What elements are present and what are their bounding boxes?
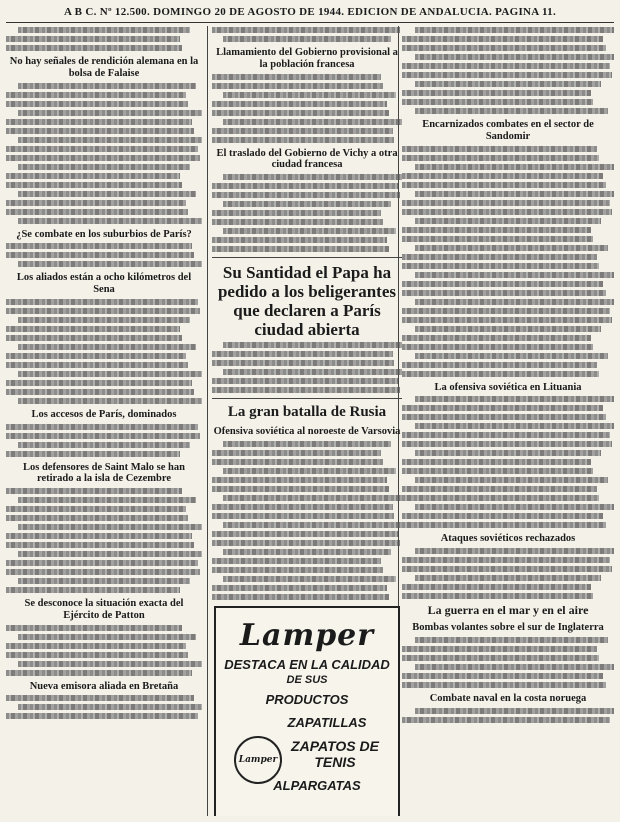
column-2: [212, 26, 402, 816]
article-text: [402, 441, 612, 447]
article-text: [212, 83, 383, 89]
ad-brand: Lamper: [239, 617, 375, 653]
article-text: [6, 155, 200, 161]
article-text: [212, 27, 400, 33]
article-text: [6, 515, 188, 521]
article-text: [6, 45, 182, 51]
ad-seal: Lamper: [234, 736, 282, 784]
headline: Nueva emisora aliada en Bretaña: [29, 680, 179, 692]
article-text: [6, 182, 182, 188]
headline: Llamamiento del Gobierno provisional a la población francesa: [216, 47, 398, 70]
article-text: [18, 110, 202, 116]
article-text: [212, 504, 393, 510]
article-text: [6, 252, 194, 258]
article-text: [212, 192, 400, 198]
article-text: [402, 593, 593, 599]
article-text: [18, 578, 190, 584]
article-text: [6, 451, 180, 457]
headline: ¿Se combate en los suburbios de París?: [16, 228, 192, 240]
article-text: [415, 164, 614, 170]
article-text: [6, 695, 194, 701]
article-text: [415, 664, 614, 670]
article-text: [402, 290, 606, 296]
article-text: [6, 299, 198, 305]
article-text: [18, 191, 196, 197]
article-text: [18, 371, 202, 377]
article-text: [402, 682, 606, 688]
article-text: [415, 504, 614, 510]
article-text: [402, 459, 591, 465]
article-text: [18, 704, 202, 710]
article-text: [402, 281, 603, 287]
article-text: [6, 560, 198, 566]
article-text: [6, 506, 186, 512]
article-text: [402, 432, 610, 438]
article-text: [402, 584, 591, 590]
article-text: [402, 513, 603, 519]
section-rule: [212, 257, 402, 258]
page-masthead: A B C. Nº 12.500. DOMINGO 20 DE AGOSTO DE 1944. EDICION DE ANDALUCIA. PAGINA 11.: [6, 4, 614, 23]
headline: La ofensiva soviética en Lituania: [434, 381, 582, 393]
article-text: [212, 246, 389, 252]
article-text: [212, 486, 389, 492]
article-text: [18, 634, 196, 640]
ad-text: DESTACA EN LA CALIDAD: [224, 656, 390, 672]
article-text: [402, 468, 593, 474]
article-text: [6, 128, 194, 134]
article-text: [223, 369, 402, 375]
article-text: [223, 119, 402, 125]
headline: Encarnizados combates en el sector de Sandomir: [422, 119, 594, 142]
article-text: [212, 387, 400, 393]
article-text: [223, 342, 402, 348]
article-text: [6, 92, 186, 98]
article-text: [402, 646, 597, 652]
article-text: [6, 643, 186, 649]
headline-main: Su Santidad el Papa ha pedido a los beligerantes que declaren a París ciudad abierta: [217, 263, 397, 340]
advertisement: [214, 606, 400, 816]
article-text: [402, 200, 610, 206]
article-text: [18, 83, 196, 89]
article-text: [402, 45, 606, 51]
article-text: [212, 101, 387, 107]
article-text: [18, 398, 202, 404]
ad-product: ZAPATILLAS: [287, 714, 367, 730]
article-text: [402, 362, 597, 368]
headline: Ofensiva soviética al noroeste de Varsovia: [213, 425, 401, 437]
article-text: [402, 371, 599, 377]
article-text: [223, 522, 402, 528]
article-text: [402, 717, 610, 723]
article-text: [415, 326, 602, 332]
headline: El traslado del Gobierno de Vichy a otra ciudad francesa: [216, 147, 398, 171]
article-text: [18, 164, 190, 170]
article-text: [415, 299, 614, 305]
article-text: [6, 424, 198, 430]
article-text: [18, 661, 202, 667]
article-text: [6, 488, 182, 494]
article-text: [415, 708, 614, 714]
article-text: [6, 146, 198, 152]
article-text: [6, 713, 198, 719]
ad-product: ZAPATOS DE TENIS: [291, 737, 379, 770]
article-text: [223, 468, 396, 474]
article-text: [223, 576, 396, 582]
article-text: [402, 566, 612, 572]
article-text: [402, 236, 593, 242]
article-text: [415, 423, 614, 429]
headline: No hay señales de rendición alemana en la bolsa de Falaise: [9, 56, 199, 79]
headline: Los aliados están a ocho kilómetros del Sena: [16, 272, 192, 295]
article-text: [223, 441, 390, 447]
column-3: [402, 26, 614, 816]
article-text: [212, 594, 389, 600]
article-text: [6, 200, 186, 206]
article-text: [6, 569, 200, 575]
article-text: [402, 182, 606, 188]
article-text: [415, 54, 614, 60]
article-text: [212, 513, 394, 519]
article-text: [402, 557, 610, 563]
article-text: [18, 344, 196, 350]
article-text: [402, 173, 603, 179]
article-text: [212, 110, 389, 116]
article-text: [18, 497, 196, 503]
article-text: [402, 344, 593, 350]
article-text: [6, 587, 180, 593]
article-text: [212, 360, 394, 366]
article-text: [6, 119, 192, 125]
article-text: [415, 272, 614, 278]
article-text: [415, 218, 602, 224]
article-text: [18, 317, 190, 323]
article-text: [402, 335, 591, 341]
article-text: [402, 522, 606, 528]
article-text: [6, 335, 182, 341]
headline: Ataques soviéticos rechazados: [440, 533, 576, 545]
article-text: [415, 245, 608, 251]
article-text: [402, 263, 599, 269]
article-text: [402, 146, 597, 152]
article-text: [212, 137, 394, 143]
article-text: [6, 533, 192, 539]
article-text: [6, 670, 192, 676]
article-text: [6, 173, 180, 179]
article-text: [402, 495, 599, 501]
article-text: [402, 486, 597, 492]
headline-section: La gran batalla de Rusia: [227, 404, 387, 421]
article-text: [415, 637, 608, 643]
article-text: [415, 191, 614, 197]
article-text: [415, 353, 608, 359]
headline-section: La guerra en el mar y en el aire: [427, 603, 589, 617]
article-text: [415, 548, 614, 554]
article-text: [212, 237, 387, 243]
article-text: [223, 228, 396, 234]
article-text: [18, 551, 202, 557]
ad-text: DE SUS: [286, 673, 328, 686]
article-text: [18, 137, 202, 143]
article-text: [402, 655, 599, 661]
headline: Los defensores de Saint Malo se han retirado a la isla de Cezembre: [23, 461, 185, 485]
article-text: [18, 524, 202, 530]
article-text: [6, 389, 194, 395]
headline: Bombas volantes sobre el sur de Inglaterra: [412, 622, 604, 634]
article-text: [6, 308, 200, 314]
article-text: [415, 575, 602, 581]
article-text: [6, 326, 180, 332]
headline: Se desconoce la situación exacta del Ejército de Patton: [24, 598, 184, 621]
article-text: [223, 201, 390, 207]
article-text: [223, 174, 402, 180]
article-text: [402, 317, 612, 323]
article-text: [6, 353, 186, 359]
column-rule: [207, 26, 208, 816]
article-text: [212, 531, 398, 537]
article-text: [402, 209, 612, 215]
article-text: [18, 442, 190, 448]
article-text: [402, 414, 606, 420]
article-text: [402, 99, 593, 105]
article-text: [6, 36, 180, 42]
article-text: [402, 673, 603, 679]
article-text: [402, 90, 591, 96]
article-text: [212, 351, 393, 357]
article-text: [223, 495, 402, 501]
article-text: [212, 450, 381, 456]
article-text: [223, 92, 396, 98]
ad-text: PRODUCTOS: [265, 691, 349, 707]
article-text: [6, 101, 188, 107]
article-text: [415, 81, 602, 87]
headline: Los accesos de París, dominados: [31, 408, 177, 420]
article-text: [223, 36, 390, 42]
article-text: [6, 243, 192, 249]
article-text: [415, 108, 608, 114]
article-text: [18, 261, 202, 267]
article-text: [212, 219, 383, 225]
article-text: [6, 433, 200, 439]
article-text: [415, 396, 614, 402]
article-text: [6, 625, 182, 631]
article-text: [212, 540, 400, 546]
article-text: [18, 218, 202, 224]
article-text: [6, 362, 188, 368]
article-text: [6, 542, 194, 548]
article-text: [402, 254, 597, 260]
article-text: [212, 567, 383, 573]
article-text: [402, 72, 612, 78]
article-text: [212, 210, 381, 216]
article-text: [6, 209, 188, 215]
article-text: [6, 380, 192, 386]
article-text: [402, 36, 603, 42]
article-text: [402, 227, 591, 233]
article-text: [415, 477, 608, 483]
article-text: [212, 74, 381, 80]
article-text: [415, 27, 614, 33]
article-text: [212, 558, 381, 564]
column-1: [6, 26, 202, 816]
article-text: [212, 378, 398, 384]
article-text: [18, 27, 190, 33]
section-rule: [212, 398, 402, 399]
article-text: [212, 183, 398, 189]
article-text: [212, 477, 387, 483]
article-text: [402, 308, 610, 314]
article-text: [402, 155, 599, 161]
article-text: [415, 450, 602, 456]
article-text: [6, 652, 188, 658]
article-text: [212, 585, 387, 591]
article-text: [212, 459, 383, 465]
article-text: [212, 128, 393, 134]
article-text: [223, 549, 390, 555]
article-text: [402, 63, 610, 69]
headline: Combate naval en la costa noruega: [429, 693, 587, 705]
ad-product: ALPARGATAS: [273, 777, 361, 793]
article-text: [402, 405, 603, 411]
